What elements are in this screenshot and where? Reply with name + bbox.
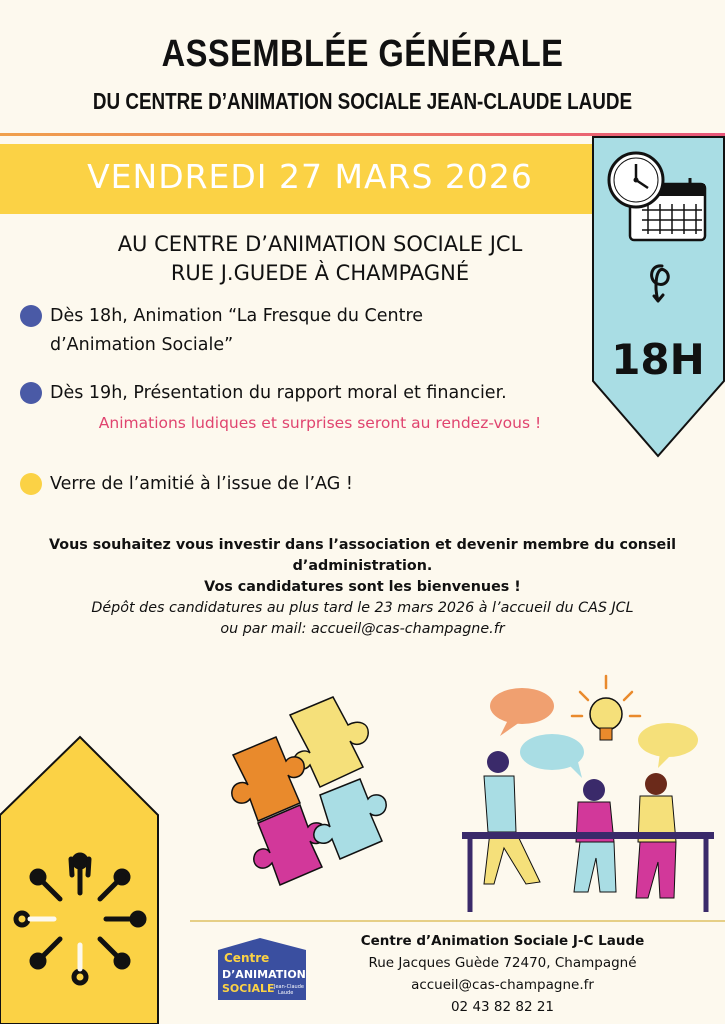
- logo-word-4: Jean-Claude: [274, 984, 304, 990]
- invite-line-4: Dépôt des candidatures au plus tard le 23 mars 2026 à l’accueil du CAS JCL: [91, 600, 634, 616]
- date-text: VENDREDI 27 MARS 2026: [87, 157, 533, 196]
- person-left: [484, 751, 540, 884]
- footer-email[interactable]: accueil@cas-champagne.fr: [411, 977, 594, 993]
- meeting-illustration: [460, 672, 720, 920]
- logo-word-5: Laude: [278, 990, 294, 996]
- location-line-2: RUE J.GUEDE À CHAMPAGNÉ: [170, 261, 470, 285]
- invite-line-5: ou par mail: accueil@cas-champagne.fr: [220, 621, 505, 637]
- bullet-dot: [20, 305, 42, 327]
- invite-line-3: Vos candidatures sont les bienvenues !: [204, 579, 521, 595]
- invite-line-1: Vous souhaitez vous investir dans l’association et devenir membre du conseil: [49, 537, 676, 553]
- bullet-dot: [20, 473, 42, 495]
- footer-phone[interactable]: 02 43 82 82 21: [450, 999, 555, 1015]
- logo-word-2: D’ANIMATION: [222, 968, 306, 981]
- logo-word-3: SOCIALE: [222, 982, 275, 995]
- footer-address: Rue Jacques Guède 72470, Champagné: [368, 955, 637, 971]
- candidature-invite: [40, 535, 685, 640]
- clock-icon: [609, 153, 663, 207]
- time-pennant: [592, 136, 725, 458]
- logo-word-1: Centre: [224, 951, 270, 965]
- cas-logo: [212, 936, 312, 1006]
- page-subtitle: DU CENTRE D’ANIMATION SOCIALE JEAN-CLAUDE LAUDE: [92, 88, 633, 114]
- page-title: ASSEMBLÉE GÉNÉRALE: [161, 33, 564, 75]
- puzzle-illustration: [228, 695, 408, 890]
- speech-bubbles: [490, 688, 698, 778]
- time-label: 18H: [611, 335, 705, 384]
- lightbulb-icon: [572, 676, 640, 740]
- meeting-table: [462, 832, 714, 839]
- surprise-note: Animations ludiques et surprises seront au rendez-vous !: [98, 414, 542, 432]
- program-item-2: Dès 19h, Présentation du rapport moral et financier.: [50, 383, 507, 403]
- community-pennant: [0, 735, 160, 1024]
- footer-divider: [190, 920, 725, 922]
- program-item-1-line-2: d’Animation Sociale”: [50, 335, 234, 355]
- invite-line-2: d’administration.: [292, 558, 433, 574]
- location: [0, 230, 640, 288]
- footer-org: Centre d’Animation Sociale J-C Laude: [360, 933, 645, 949]
- program-item-1-line-1: Dès 18h, Animation “La Fresque du Centre: [50, 306, 424, 326]
- program-item-1: [50, 302, 610, 360]
- footer-contact: [340, 930, 665, 1018]
- apero-item: Verre de l’amitié à l’issue de l’AG !: [50, 474, 353, 494]
- bullet-dot: [20, 382, 42, 404]
- location-line-1: AU CENTRE D’ANIMATION SOCIALE JCL: [117, 232, 523, 256]
